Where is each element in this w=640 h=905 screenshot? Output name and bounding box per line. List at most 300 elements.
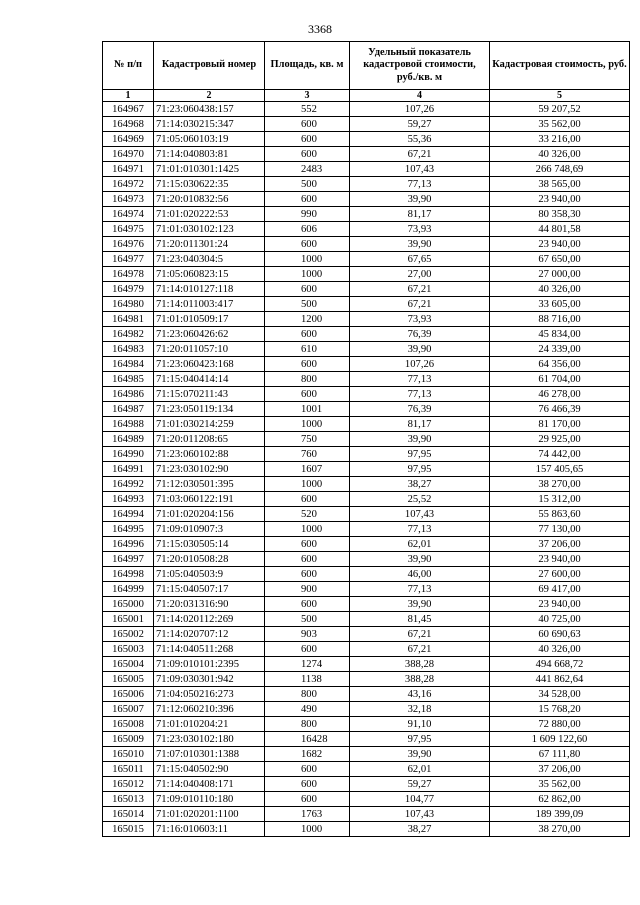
table-header-row [103, 42, 630, 90]
cadastral-value-cell: 40 326,00 [490, 282, 630, 297]
area-cell: 990 [265, 207, 350, 222]
unit-value-cell: 38,27 [350, 477, 490, 492]
area-cell: 2483 [265, 162, 350, 177]
page-number: 3368 [308, 22, 332, 36]
row-index-cell: 164974 [103, 207, 154, 222]
cadastral-number-cell: 71:12:030501:395 [154, 477, 265, 492]
area-cell: 500 [265, 177, 350, 192]
cadastral-value-cell: 23 940,00 [490, 192, 630, 207]
cadastral-number-cell: 71:20:010508:28 [154, 552, 265, 567]
cadastral-number-cell: 71:01:030102:123 [154, 222, 265, 237]
table-row [103, 567, 630, 582]
table-row [103, 777, 630, 792]
cadastral-value-cell: 38 270,00 [490, 822, 630, 837]
table-row [103, 267, 630, 282]
table-row [103, 582, 630, 597]
unit-value-cell: 97,95 [350, 462, 490, 477]
table-row [103, 717, 630, 732]
cadastral-value-cell: 76 466,39 [490, 402, 630, 417]
table-row [103, 177, 630, 192]
row-index-cell: 164994 [103, 507, 154, 522]
unit-value-cell: 39,90 [350, 432, 490, 447]
row-index-cell: 164990 [103, 447, 154, 462]
cadastral-number-cell: 71:23:060438:157 [154, 102, 265, 117]
area-cell: 610 [265, 342, 350, 357]
table-row [103, 492, 630, 507]
area-cell: 600 [265, 192, 350, 207]
row-index-cell: 165014 [103, 807, 154, 822]
area-cell: 600 [265, 387, 350, 402]
cadastral-value-cell: 23 940,00 [490, 597, 630, 612]
row-index-cell: 164976 [103, 237, 154, 252]
cadastral-value-cell: 77 130,00 [490, 522, 630, 537]
cadastral-value-cell: 38 565,00 [490, 177, 630, 192]
table-row [103, 702, 630, 717]
row-index-cell: 164985 [103, 372, 154, 387]
table-row [103, 747, 630, 762]
area-cell: 1274 [265, 657, 350, 672]
row-index-cell: 164971 [103, 162, 154, 177]
unit-value-cell: 107,43 [350, 807, 490, 822]
row-index-cell: 164988 [103, 417, 154, 432]
area-cell: 600 [265, 147, 350, 162]
unit-value-cell: 39,90 [350, 597, 490, 612]
row-index-cell: 164973 [103, 192, 154, 207]
cadastral-number-cell: 71:15:040502:90 [154, 762, 265, 777]
cadastral-number-cell: 71:12:060210:396 [154, 702, 265, 717]
table-column-number-row [103, 90, 630, 102]
unit-value-cell: 25,52 [350, 492, 490, 507]
unit-value-cell: 388,28 [350, 672, 490, 687]
cadastral-number-cell: 71:23:060426:62 [154, 327, 265, 342]
col-number-2: 2 [154, 90, 265, 102]
unit-value-cell: 77,13 [350, 582, 490, 597]
table-row [103, 357, 630, 372]
cadastral-value-cell: 33 216,00 [490, 132, 630, 147]
cadastral-number-cell: 71:20:010832:56 [154, 192, 265, 207]
table-row [103, 792, 630, 807]
row-index-cell: 164996 [103, 537, 154, 552]
row-index-cell: 165006 [103, 687, 154, 702]
cadastral-number-cell: 71:01:020222:53 [154, 207, 265, 222]
cadastral-number-cell: 71:14:030215:347 [154, 117, 265, 132]
unit-value-cell: 77,13 [350, 522, 490, 537]
unit-value-cell: 81,17 [350, 417, 490, 432]
area-cell: 600 [265, 792, 350, 807]
table-row [103, 402, 630, 417]
row-index-cell: 164978 [103, 267, 154, 282]
area-cell: 600 [265, 117, 350, 132]
row-index-cell: 164970 [103, 147, 154, 162]
area-cell: 600 [265, 282, 350, 297]
cadastral-value-cell: 24 339,00 [490, 342, 630, 357]
row-index-cell: 165008 [103, 717, 154, 732]
area-cell: 800 [265, 687, 350, 702]
unit-value-cell: 73,93 [350, 312, 490, 327]
row-index-cell: 164969 [103, 132, 154, 147]
table-body [103, 102, 630, 837]
cadastral-number-cell: 71:23:030102:90 [154, 462, 265, 477]
cadastral-value-cell: 40 326,00 [490, 642, 630, 657]
area-cell: 1682 [265, 747, 350, 762]
area-cell: 552 [265, 102, 350, 117]
cadastral-value-cell: 33 605,00 [490, 297, 630, 312]
cadastral-number-cell: 71:09:030301:942 [154, 672, 265, 687]
unit-value-cell: 107,26 [350, 357, 490, 372]
cadastral-number-cell: 71:14:011003:417 [154, 297, 265, 312]
cadastral-value-cell: 67 650,00 [490, 252, 630, 267]
cadastral-number-cell: 71:15:070211:43 [154, 387, 265, 402]
cadastral-value-cell: 35 562,00 [490, 777, 630, 792]
area-cell: 16428 [265, 732, 350, 747]
row-index-cell: 165009 [103, 732, 154, 747]
row-index-cell: 164997 [103, 552, 154, 567]
cadastral-number-cell: 71:01:030214:259 [154, 417, 265, 432]
row-index-cell: 165011 [103, 762, 154, 777]
row-index-cell: 164975 [103, 222, 154, 237]
cadastral-value-cell: 37 206,00 [490, 762, 630, 777]
area-cell: 760 [265, 447, 350, 462]
col-number-1: 1 [103, 90, 154, 102]
area-cell: 600 [265, 357, 350, 372]
unit-value-cell: 39,90 [350, 342, 490, 357]
area-cell: 1763 [265, 807, 350, 822]
cadastral-number-cell: 71:15:040414:14 [154, 372, 265, 387]
cadastral-number-cell: 71:20:031316:90 [154, 597, 265, 612]
cadastral-number-cell: 71:23:030102:180 [154, 732, 265, 747]
cadastral-number-cell: 71:15:030505:14 [154, 537, 265, 552]
cadastral-number-cell: 71:09:010101:2395 [154, 657, 265, 672]
cadastral-number-cell: 71:20:011208:65 [154, 432, 265, 447]
area-cell: 600 [265, 492, 350, 507]
cadastral-value-cell: 27 600,00 [490, 567, 630, 582]
area-cell: 600 [265, 132, 350, 147]
cadastral-value-cell: 15 312,00 [490, 492, 630, 507]
cadastral-value-cell: 45 834,00 [490, 327, 630, 342]
col-header-index: № п/п [103, 42, 154, 90]
table-row [103, 387, 630, 402]
unit-value-cell: 62,01 [350, 537, 490, 552]
cadastral-number-cell: 71:01:020204:156 [154, 507, 265, 522]
cadastral-number-cell: 71:01:020201:1100 [154, 807, 265, 822]
cadastral-number-cell: 71:20:011057:10 [154, 342, 265, 357]
area-cell: 1607 [265, 462, 350, 477]
unit-value-cell: 107,43 [350, 507, 490, 522]
table-row [103, 612, 630, 627]
cadastral-number-cell: 71:23:050119:134 [154, 402, 265, 417]
unit-value-cell: 107,43 [350, 162, 490, 177]
table-row [103, 147, 630, 162]
unit-value-cell: 46,00 [350, 567, 490, 582]
row-index-cell: 164972 [103, 177, 154, 192]
table-row [103, 342, 630, 357]
cadastral-value-cell: 40 326,00 [490, 147, 630, 162]
row-index-cell: 164986 [103, 387, 154, 402]
area-cell: 600 [265, 552, 350, 567]
cadastral-value-cell: 46 278,00 [490, 387, 630, 402]
unit-value-cell: 59,27 [350, 117, 490, 132]
col-header-cadastral-value: Кадастровая стоимость, руб. [490, 42, 630, 90]
row-index-cell: 164968 [103, 117, 154, 132]
table-row [103, 522, 630, 537]
cadastral-number-cell: 71:14:040408:171 [154, 777, 265, 792]
cadastral-value-cell: 441 862,64 [490, 672, 630, 687]
area-cell: 750 [265, 432, 350, 447]
table-row [103, 552, 630, 567]
row-index-cell: 165004 [103, 657, 154, 672]
cadastral-value-cell: 44 801,58 [490, 222, 630, 237]
table-row [103, 252, 630, 267]
area-cell: 500 [265, 297, 350, 312]
area-cell: 800 [265, 717, 350, 732]
table-row [103, 222, 630, 237]
area-cell: 500 [265, 612, 350, 627]
unit-value-cell: 67,65 [350, 252, 490, 267]
row-index-cell: 164981 [103, 312, 154, 327]
row-index-cell: 165003 [103, 642, 154, 657]
unit-value-cell: 76,39 [350, 402, 490, 417]
table-row [103, 192, 630, 207]
area-cell: 1001 [265, 402, 350, 417]
row-index-cell: 165002 [103, 627, 154, 642]
row-index-cell: 164998 [103, 567, 154, 582]
unit-value-cell: 43,16 [350, 687, 490, 702]
unit-value-cell: 73,93 [350, 222, 490, 237]
table-row [103, 297, 630, 312]
table-row [103, 507, 630, 522]
cadastral-number-cell: 71:03:060122:191 [154, 492, 265, 507]
table-row [103, 732, 630, 747]
table-row [103, 372, 630, 387]
unit-value-cell: 59,27 [350, 777, 490, 792]
unit-value-cell: 67,21 [350, 297, 490, 312]
unit-value-cell: 77,13 [350, 177, 490, 192]
area-cell: 1138 [265, 672, 350, 687]
cadastral-value-cell: 35 562,00 [490, 117, 630, 132]
table-row [103, 762, 630, 777]
cadastral-number-cell: 71:04:050216:273 [154, 687, 265, 702]
cadastral-value-table [102, 41, 630, 837]
table-row [103, 117, 630, 132]
unit-value-cell: 388,28 [350, 657, 490, 672]
cadastral-value-cell: 61 704,00 [490, 372, 630, 387]
cadastral-number-cell: 71:09:010907:3 [154, 522, 265, 537]
unit-value-cell: 67,21 [350, 282, 490, 297]
cadastral-value-cell: 60 690,63 [490, 627, 630, 642]
unit-value-cell: 27,00 [350, 267, 490, 282]
row-index-cell: 165013 [103, 792, 154, 807]
row-index-cell: 165007 [103, 702, 154, 717]
table-row [103, 207, 630, 222]
cadastral-number-cell: 71:01:010204:21 [154, 717, 265, 732]
cadastral-value-cell: 67 111,80 [490, 747, 630, 762]
table-row [103, 807, 630, 822]
cadastral-value-cell: 266 748,69 [490, 162, 630, 177]
cadastral-value-cell: 80 358,30 [490, 207, 630, 222]
cadastral-value-cell: 157 405,65 [490, 462, 630, 477]
cadastral-number-cell: 71:16:010603:11 [154, 822, 265, 837]
unit-value-cell: 55,36 [350, 132, 490, 147]
cadastral-number-cell: 71:05:060823:15 [154, 267, 265, 282]
col-header-area: Площадь, кв. м [265, 42, 350, 90]
cadastral-value-cell: 40 725,00 [490, 612, 630, 627]
area-cell: 1000 [265, 252, 350, 267]
cadastral-value-cell: 38 270,00 [490, 477, 630, 492]
area-cell: 900 [265, 582, 350, 597]
area-cell: 600 [265, 237, 350, 252]
area-cell: 600 [265, 327, 350, 342]
unit-value-cell: 67,21 [350, 147, 490, 162]
cadastral-number-cell: 71:05:040503:9 [154, 567, 265, 582]
row-index-cell: 165001 [103, 612, 154, 627]
table-row [103, 237, 630, 252]
unit-value-cell: 104,77 [350, 792, 490, 807]
table-row [103, 447, 630, 462]
cadastral-value-cell: 64 356,00 [490, 357, 630, 372]
cadastral-value-cell: 23 940,00 [490, 552, 630, 567]
unit-value-cell: 32,18 [350, 702, 490, 717]
cadastral-value-cell: 37 206,00 [490, 537, 630, 552]
row-index-cell: 164991 [103, 462, 154, 477]
table-row [103, 642, 630, 657]
table-row [103, 627, 630, 642]
table-row [103, 597, 630, 612]
unit-value-cell: 62,01 [350, 762, 490, 777]
table-row [103, 162, 630, 177]
cadastral-value-cell: 59 207,52 [490, 102, 630, 117]
cadastral-number-cell: 71:05:060103:19 [154, 132, 265, 147]
row-index-cell: 165015 [103, 822, 154, 837]
unit-value-cell: 39,90 [350, 747, 490, 762]
unit-value-cell: 107,26 [350, 102, 490, 117]
table-row [103, 132, 630, 147]
cadastral-value-cell: 494 668,72 [490, 657, 630, 672]
row-index-cell: 165000 [103, 597, 154, 612]
table-row [103, 327, 630, 342]
area-cell: 600 [265, 777, 350, 792]
area-cell: 600 [265, 567, 350, 582]
row-index-cell: 164979 [103, 282, 154, 297]
cadastral-number-cell: 71:14:020112:269 [154, 612, 265, 627]
cadastral-number-cell: 71:23:060102:88 [154, 447, 265, 462]
row-index-cell: 164995 [103, 522, 154, 537]
area-cell: 1000 [265, 822, 350, 837]
cadastral-number-cell: 71:07:010301:1388 [154, 747, 265, 762]
cadastral-number-cell: 71:14:040803:81 [154, 147, 265, 162]
cadastral-number-cell: 71:15:040507:17 [154, 582, 265, 597]
row-index-cell: 164980 [103, 297, 154, 312]
row-index-cell: 164983 [103, 342, 154, 357]
unit-value-cell: 77,13 [350, 387, 490, 402]
table-row [103, 477, 630, 492]
unit-value-cell: 91,10 [350, 717, 490, 732]
cadastral-value-cell: 27 000,00 [490, 267, 630, 282]
unit-value-cell: 39,90 [350, 192, 490, 207]
row-index-cell: 165005 [103, 672, 154, 687]
area-cell: 520 [265, 507, 350, 522]
area-cell: 1000 [265, 417, 350, 432]
cadastral-value-cell: 72 880,00 [490, 717, 630, 732]
cadastral-number-cell: 71:01:010301:1425 [154, 162, 265, 177]
unit-value-cell: 97,95 [350, 732, 490, 747]
cadastral-value-cell: 23 940,00 [490, 237, 630, 252]
cadastral-number-cell: 71:20:011301:24 [154, 237, 265, 252]
table-row [103, 462, 630, 477]
cadastral-number-cell: 71:01:010509:17 [154, 312, 265, 327]
cadastral-value-cell: 55 863,60 [490, 507, 630, 522]
table-row [103, 822, 630, 837]
unit-value-cell: 39,90 [350, 552, 490, 567]
unit-value-cell: 67,21 [350, 627, 490, 642]
unit-value-cell: 97,95 [350, 447, 490, 462]
unit-value-cell: 39,90 [350, 237, 490, 252]
table-row [103, 102, 630, 117]
area-cell: 600 [265, 762, 350, 777]
row-index-cell: 165012 [103, 777, 154, 792]
cadastral-number-cell: 71:14:010127:118 [154, 282, 265, 297]
col-number-5: 5 [490, 90, 630, 102]
table-row [103, 687, 630, 702]
cadastral-value-cell: 189 399,09 [490, 807, 630, 822]
cadastral-value-cell: 62 862,00 [490, 792, 630, 807]
cadastral-value-cell: 29 925,00 [490, 432, 630, 447]
area-cell: 1000 [265, 267, 350, 282]
row-index-cell: 164987 [103, 402, 154, 417]
col-header-unit-value: Удельный показатель кадастровой стоимости, руб./кв. м [350, 42, 490, 90]
row-index-cell: 164984 [103, 357, 154, 372]
unit-value-cell: 38,27 [350, 822, 490, 837]
row-index-cell: 164992 [103, 477, 154, 492]
row-index-cell: 164993 [103, 492, 154, 507]
cadastral-value-cell: 15 768,20 [490, 702, 630, 717]
row-index-cell: 164977 [103, 252, 154, 267]
area-cell: 1000 [265, 477, 350, 492]
cadastral-number-cell: 71:23:060423:168 [154, 357, 265, 372]
col-header-cadastral-number: Кадастровый номер [154, 42, 265, 90]
row-index-cell: 164982 [103, 327, 154, 342]
area-cell: 1000 [265, 522, 350, 537]
table-row [103, 657, 630, 672]
row-index-cell: 164989 [103, 432, 154, 447]
cadastral-value-cell: 88 716,00 [490, 312, 630, 327]
cadastral-number-cell: 71:14:040511:268 [154, 642, 265, 657]
area-cell: 606 [265, 222, 350, 237]
row-index-cell: 165010 [103, 747, 154, 762]
cadastral-value-cell: 81 170,00 [490, 417, 630, 432]
table-row [103, 672, 630, 687]
cadastral-value-cell: 69 417,00 [490, 582, 630, 597]
cadastral-number-cell: 71:15:030622:35 [154, 177, 265, 192]
area-cell: 600 [265, 642, 350, 657]
area-cell: 600 [265, 597, 350, 612]
cadastral-value-cell: 74 442,00 [490, 447, 630, 462]
table-row [103, 417, 630, 432]
table-row [103, 432, 630, 447]
cadastral-number-cell: 71:14:020707:12 [154, 627, 265, 642]
col-number-4: 4 [350, 90, 490, 102]
col-number-3: 3 [265, 90, 350, 102]
area-cell: 490 [265, 702, 350, 717]
cadastral-value-cell: 34 528,00 [490, 687, 630, 702]
cadastral-number-cell: 71:23:040304:5 [154, 252, 265, 267]
area-cell: 800 [265, 372, 350, 387]
table-row [103, 312, 630, 327]
row-index-cell: 164999 [103, 582, 154, 597]
table-row [103, 282, 630, 297]
area-cell: 903 [265, 627, 350, 642]
unit-value-cell: 76,39 [350, 327, 490, 342]
row-index-cell: 164967 [103, 102, 154, 117]
